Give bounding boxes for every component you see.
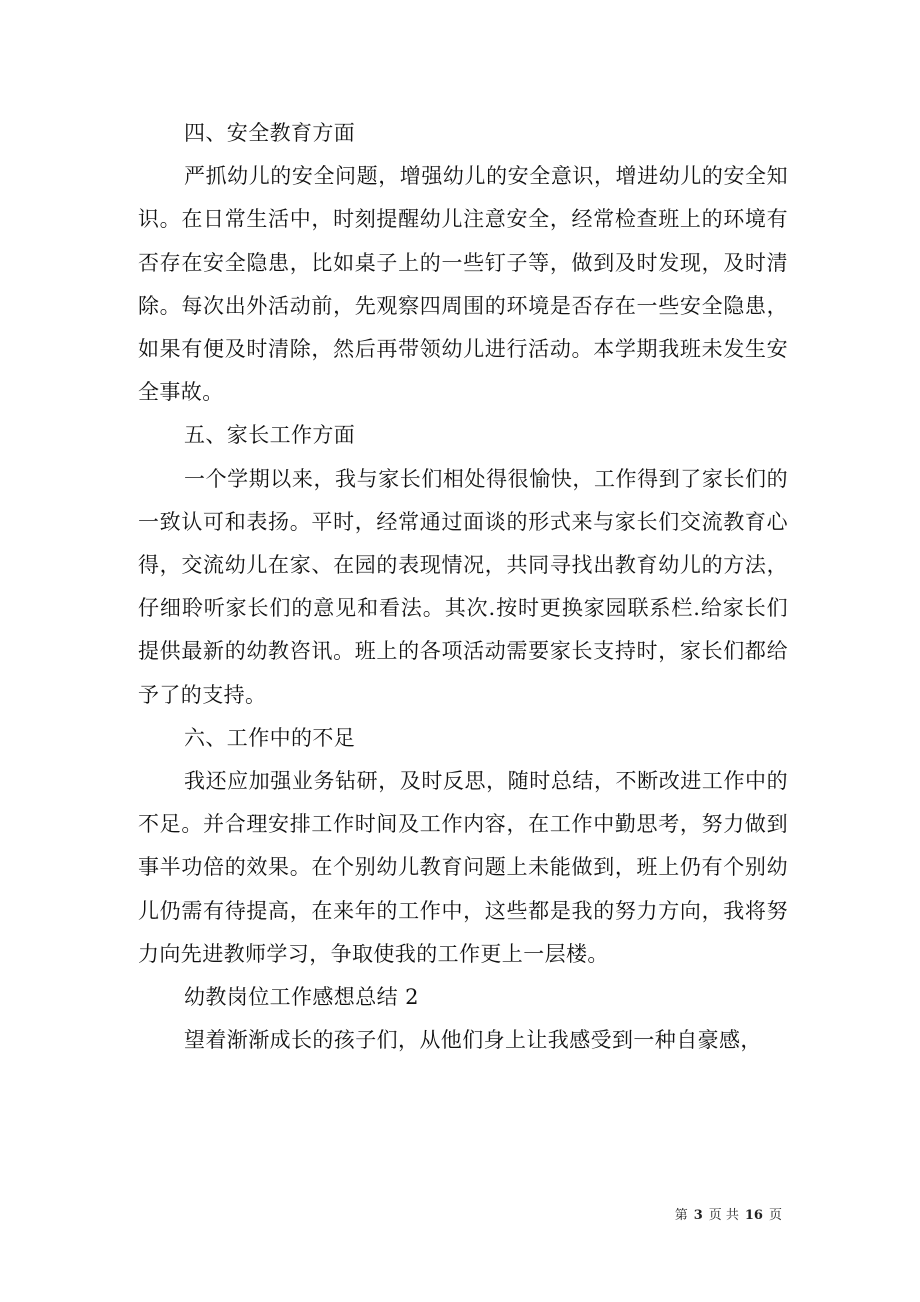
document-body: [138, 112, 788, 1062]
section-heading-shortcomings: 六、工作中的不足: [184, 725, 356, 750]
page-number-footer: [675, 1208, 782, 1224]
section-heading-parents: 五、家长工作方面: [184, 423, 356, 448]
section-paragraph-safety: 严抓幼儿的安全问题，增强幼儿的安全意识，增进幼儿的安全知识。在日常生活中，时刻提醒幼儿注意安全，经常检查班上的环境有否存在安全隐患，比如桌子上的一些钉子等，做到及时发现，及时清除。每次出外活动前，先观察四周围的环境是否存在一些安全隐患，如果有便及时清除，然后再带领幼儿进行活动。本学期我班未发生安全事故。: [138, 164, 788, 405]
section-paragraph-shortcomings: 我还应加强业务钻研，及时反思，随时总结，不断改进工作中的不足。并合理安排工作时间及工作内容，在工作中勤思考，努力做到事半功倍的效果。在个别幼儿教育问题上未能做到，班上仍有个别幼儿仍需有待提高，在来年的工作中，这些都是我的努力方向，我将努力向先进教师学习，争取使我的工作更上一层楼。: [138, 769, 788, 966]
footer-suffix: 页: [768, 1208, 782, 1223]
section-heading-summary-2: 幼教岗位工作感想总结 2: [184, 985, 419, 1010]
footer-prefix: 第: [674, 1208, 688, 1223]
footer-current-page: 3: [693, 1208, 703, 1223]
section-heading-safety: 四、安全教育方面: [184, 121, 356, 145]
footer-total-pages: 16: [744, 1208, 763, 1223]
footer-middle: 页 共: [708, 1208, 739, 1223]
section-paragraph-parents: 一个学期以来，我与家长们相处得很愉快，工作得到了家长们的一致认可和表扬。平时，经常通过面谈的形式来与家长们交流教育心得，交流幼儿在家、在园的表现情况，共同寻找出教育幼儿的方法，仔细聆听家长们的意见和看法。其次.按时更换家园联系栏.给家长们提供最新的幼教咨讯。班上的各项活动需要家长支持时，家长们都给予了的支持。: [138, 466, 788, 707]
section-paragraph-summary-2: 望着渐渐成长的孩子们，从他们身上让我感受到一种自豪感，: [184, 1028, 762, 1053]
